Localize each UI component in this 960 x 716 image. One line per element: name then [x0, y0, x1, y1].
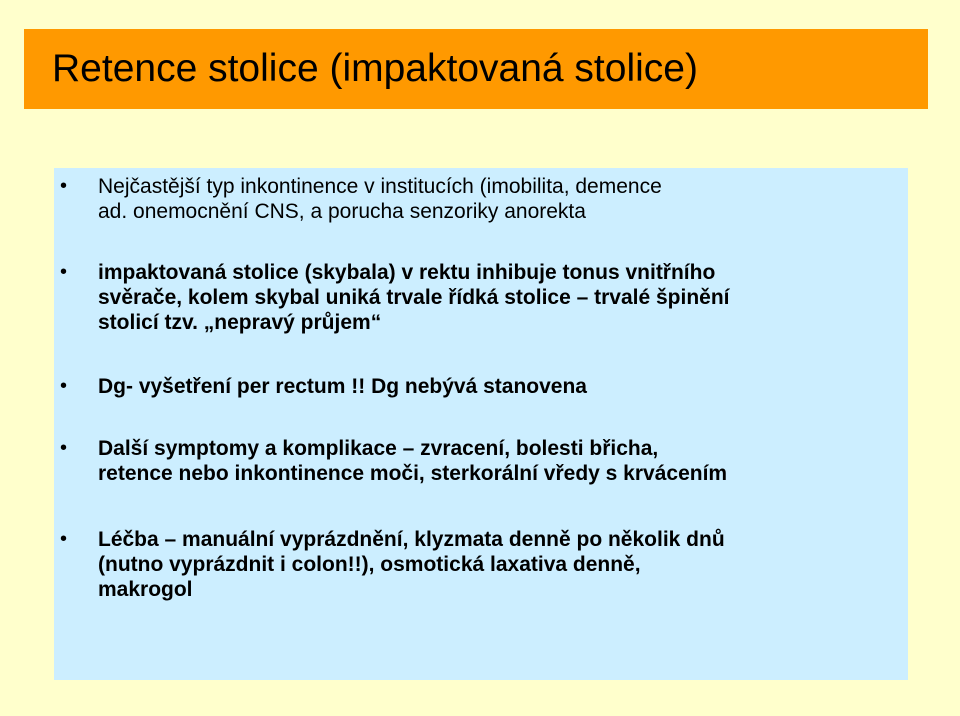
bullet-text: Dg- vyšetření per rectum !! Dg nebývá stanovena — [98, 375, 587, 398]
bullet-dot-icon: • — [60, 528, 68, 550]
slide-title-bar — [24, 29, 928, 109]
bullet-text: Léčba – manuální vyprázdnění, klyzmata denně po několik dnů (nutno vyprázdnit i colon!!), osmotická laxativa denně, makrogol — [98, 528, 725, 601]
slide-content — [54, 168, 908, 680]
bullet-text: Další symptomy a komplikace – zvracení, bolesti břicha, retence nebo inkontinence moči, sterkorální vředy s krvácením — [98, 437, 728, 485]
slide-title: Retence stolice (impaktovaná stolice) — [52, 47, 698, 90]
bullet-text: impaktovaná stolice (skybala) v rektu inhibuje tonus vnitřního svěrače, kolem skybal uniká trvale řídká stolice – trvalé špinění stolicí tzv. „nepravý průjem“ — [98, 261, 730, 334]
bullet-dot-icon: • — [60, 437, 68, 459]
bullet-dot-icon: • — [60, 261, 68, 283]
bullet-dot-icon: • — [60, 175, 68, 197]
bullet-dot-icon: • — [60, 375, 68, 397]
bullet-text: Nejčastější typ inkontinence v institucích (imobilita, demence ad. onemocnění CNS, a porucha senzoriky anorekta — [98, 175, 662, 223]
